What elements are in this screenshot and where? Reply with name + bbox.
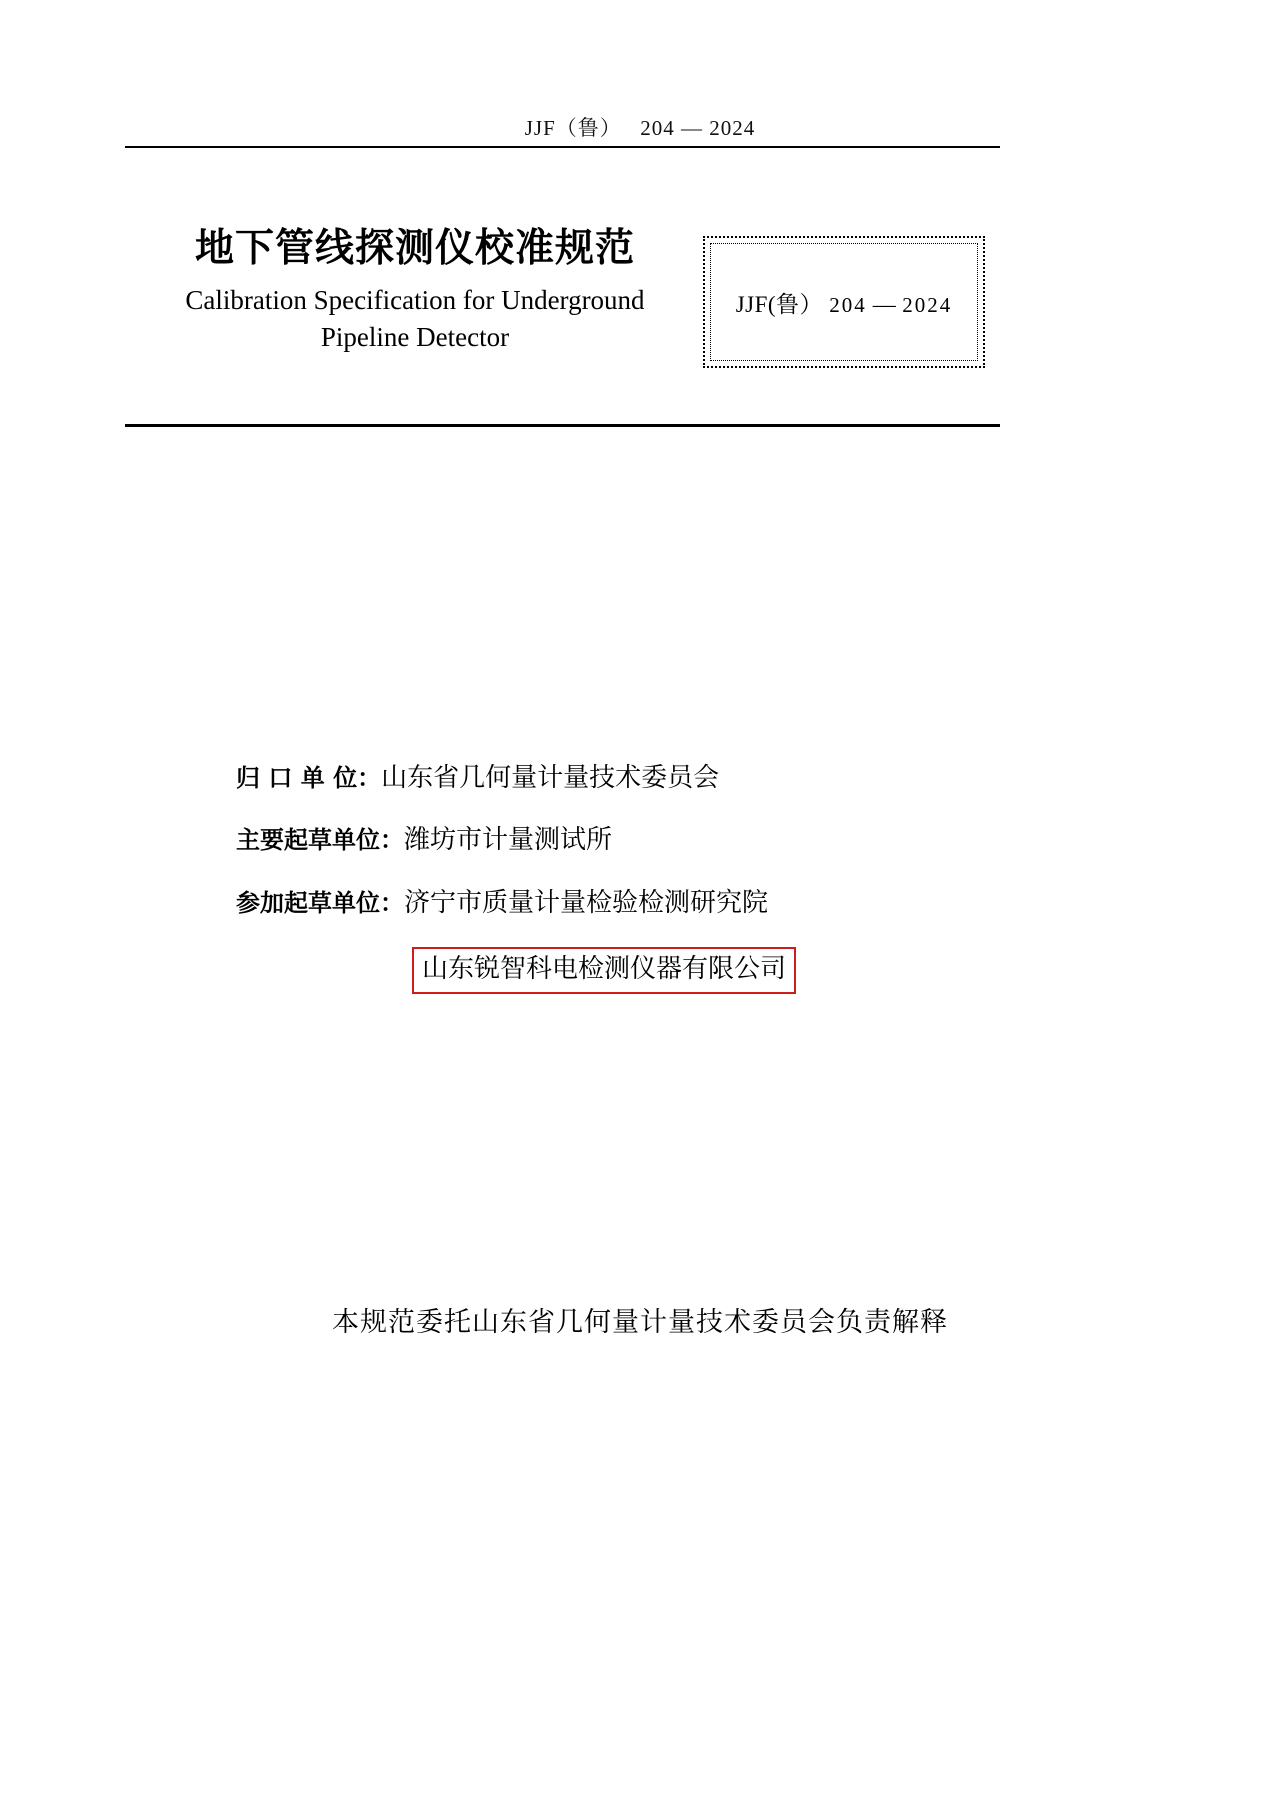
code-box-prefix: JJF(鲁） [735,291,824,317]
header-code-number: 204 [640,116,675,140]
org-value-responsible-unit: 山东省几何量计量技术委员会 [381,763,720,792]
org-label-main-drafting-unit: 主要起草单位： [236,826,404,855]
header-divider-rule [125,146,1000,148]
header-code-year: 2024 [709,116,756,140]
highlighted-org-row [412,947,996,994]
code-box-year: 2024 [902,292,953,317]
header-code-prefix: JJF（鲁） [524,116,622,140]
footer-interpretation-note: 本规范委托山东省几何量计量技术委员会负责解释 [332,1307,948,1337]
title-block [125,225,705,356]
list-item [236,885,996,921]
header-code-dash: — [681,116,704,140]
org-label-responsible-unit: 归 口 单 位： [236,764,382,792]
title-divider-rule [125,424,1000,427]
org-value-participating-drafting-unit: 济宁市质量计量检验检测研究院 [404,887,769,917]
specification-code-text [736,286,953,319]
org-value-highlighted-company: 山东锐智科电检测仪器有限公司 [412,947,796,994]
running-header-code [0,112,1280,142]
list-item [236,822,996,858]
page-title-english-line1: Calibration Specification for Underground [185,284,645,315]
code-box-number: 204 [829,292,867,317]
list-item [236,760,996,796]
org-value-main-drafting-unit: 潍坊市计量测试所 [404,825,613,855]
code-box-dash: — [872,291,897,317]
specification-code-box [703,236,985,368]
org-label-participating-drafting-unit: 参加起草单位： [236,888,404,917]
organisation-list [236,760,996,994]
page-title-chinese: 地下管线探测仪校准规范 [194,226,635,271]
page-title-english [125,282,705,357]
page-title-english-line2: Pipeline Detector [320,322,510,352]
